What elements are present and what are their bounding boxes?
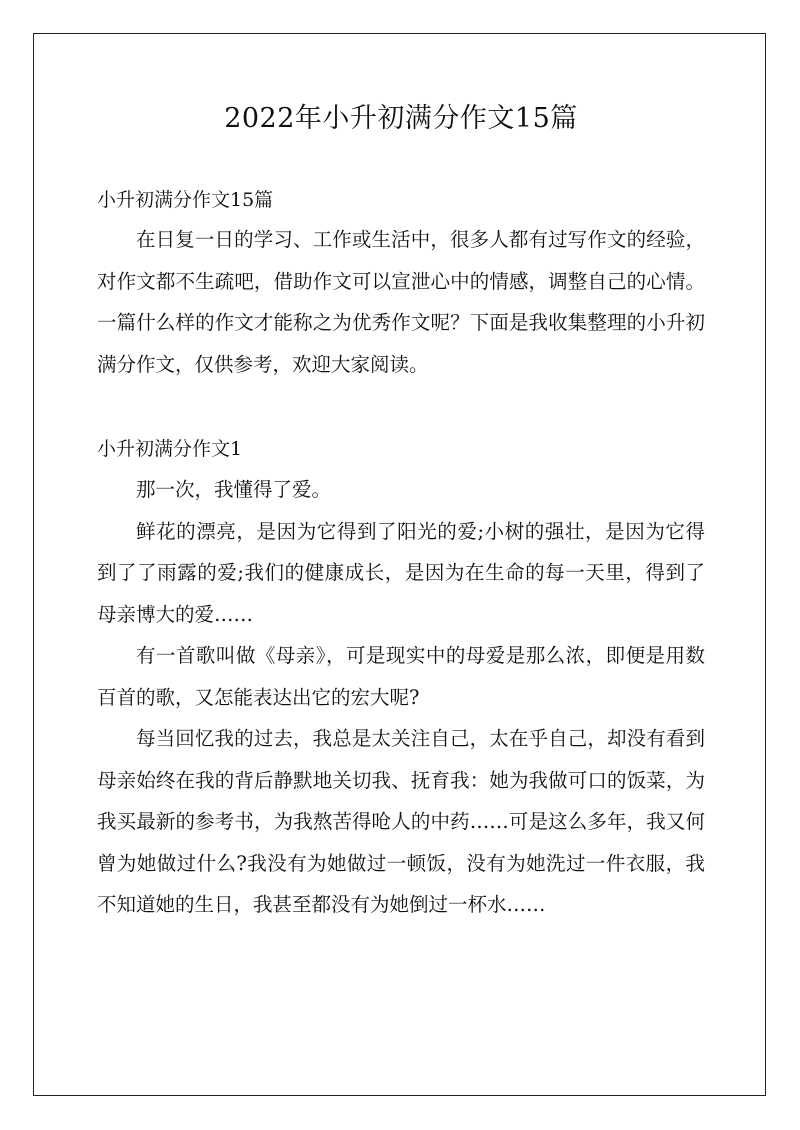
section-paragraph-3: 有一首歌叫做《母亲》，可是现实中的母爱是那么浓，即便是用数百首的歌，又怎能表达出它的宏大呢? [97, 644, 705, 709]
document-body [97, 95, 705, 926]
section-heading: 小升初满分作文1 [97, 438, 243, 460]
intro-paragraph: 在日复一日的学习、工作或生活中，很多人都有过写作文的经验，对作文都不生疏吧，借助作文可以宣泄心中的情感，调整自己的心情。一篇什么样的作文才能称之为优秀作文呢？下面是我收集整理的小升初满分作文，仅供参考，欢迎大家阅读。 [97, 228, 705, 376]
section-paragraph-4: 每当回忆我的过去，我总是太关注自己，太在乎自己，却没有看到母亲始终在我的背后静默地关切我、抚育我：她为我做可口的饭菜，为我买最新的参考书，为我熬苦得呛人的中药……可是这么多年，我又何曾为她做过什么?我没有为她做过一顿饭，没有为她洗过一件衣服，我不知道她的生日，我甚至都没有为她倒过一杯水…… [97, 727, 705, 916]
document-title: 2022年小升初满分作文15篇 [224, 103, 578, 134]
section-paragraph-1: 那一次，我懂得了爱。 [136, 478, 332, 501]
document-subtitle: 小升初满分作文15篇 [97, 189, 274, 211]
section-paragraph-2: 鲜花的漂亮，是因为它得到了阳光的爱;小树的强壮，是因为它得到了了雨露的爱;我们的健康成长，是因为在生命的每一天里，得到了母亲博大的爱…… [97, 519, 705, 626]
